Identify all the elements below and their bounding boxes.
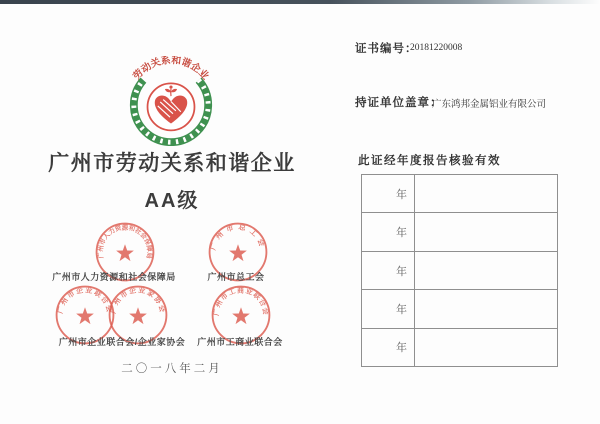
verification-blank-cell: [415, 213, 557, 250]
holder-unit-label: 持证单位盖章：: [355, 97, 443, 109]
harmonious-labor-emblem-icon: [122, 56, 220, 146]
annual-verification-title: 此证经年度报告核验有效: [358, 155, 501, 167]
year-cell: 年: [362, 213, 415, 250]
year-cell: 年: [362, 290, 415, 327]
verification-blank-cell: [415, 290, 557, 327]
seal-label-trade-unions: 广州市总工会: [207, 272, 265, 282]
table-row: [362, 290, 557, 328]
seal-arc-text: 广州市人力资源和社会保障局: [97, 224, 153, 259]
year-cell: 年: [362, 175, 415, 212]
table-row: [362, 175, 557, 213]
svg-text:劳动关系和谐企业: [130, 56, 212, 82]
holder-unit-value: 广东鸿邦金属铝业有限公司: [432, 100, 547, 110]
cert-number-value: 20181220008: [410, 43, 463, 53]
verification-blank-cell: [415, 329, 557, 366]
seal-arc-text: 广州市企业家协会: [110, 287, 166, 315]
table-row: [362, 329, 557, 366]
seal-arc-text: 广州市工商业联合会: [213, 287, 269, 317]
seal-label-hr-bureau: 广州市人力资源和社会保障局: [52, 272, 176, 282]
certificate-grade: AA级: [144, 190, 200, 212]
certificate-title: 广州市劳动关系和谐企业: [48, 152, 296, 175]
cert-number-label: 证书编号：: [355, 43, 418, 55]
year-cell: 年: [362, 329, 415, 366]
year-cell: 年: [362, 252, 415, 289]
table-row: [362, 213, 557, 251]
verification-blank-cell: [415, 252, 557, 289]
issue-date: 二〇一八年二月: [121, 363, 223, 375]
seal-label-industry-commerce: 广州市工商业联合会: [197, 337, 283, 347]
annual-verification-table: [361, 174, 558, 367]
emblem-arc-text: 劳动关系和谐企业: [131, 56, 211, 83]
seal-label-enterprise-confederation: 广州市企业联合会/企业家协会: [58, 337, 186, 347]
table-row: [362, 252, 557, 290]
seal-arc-text: 广州市企业联合会: [57, 287, 113, 315]
verification-blank-cell: [415, 175, 557, 212]
seal-arc-text: 广州市总工会: [208, 221, 268, 252]
